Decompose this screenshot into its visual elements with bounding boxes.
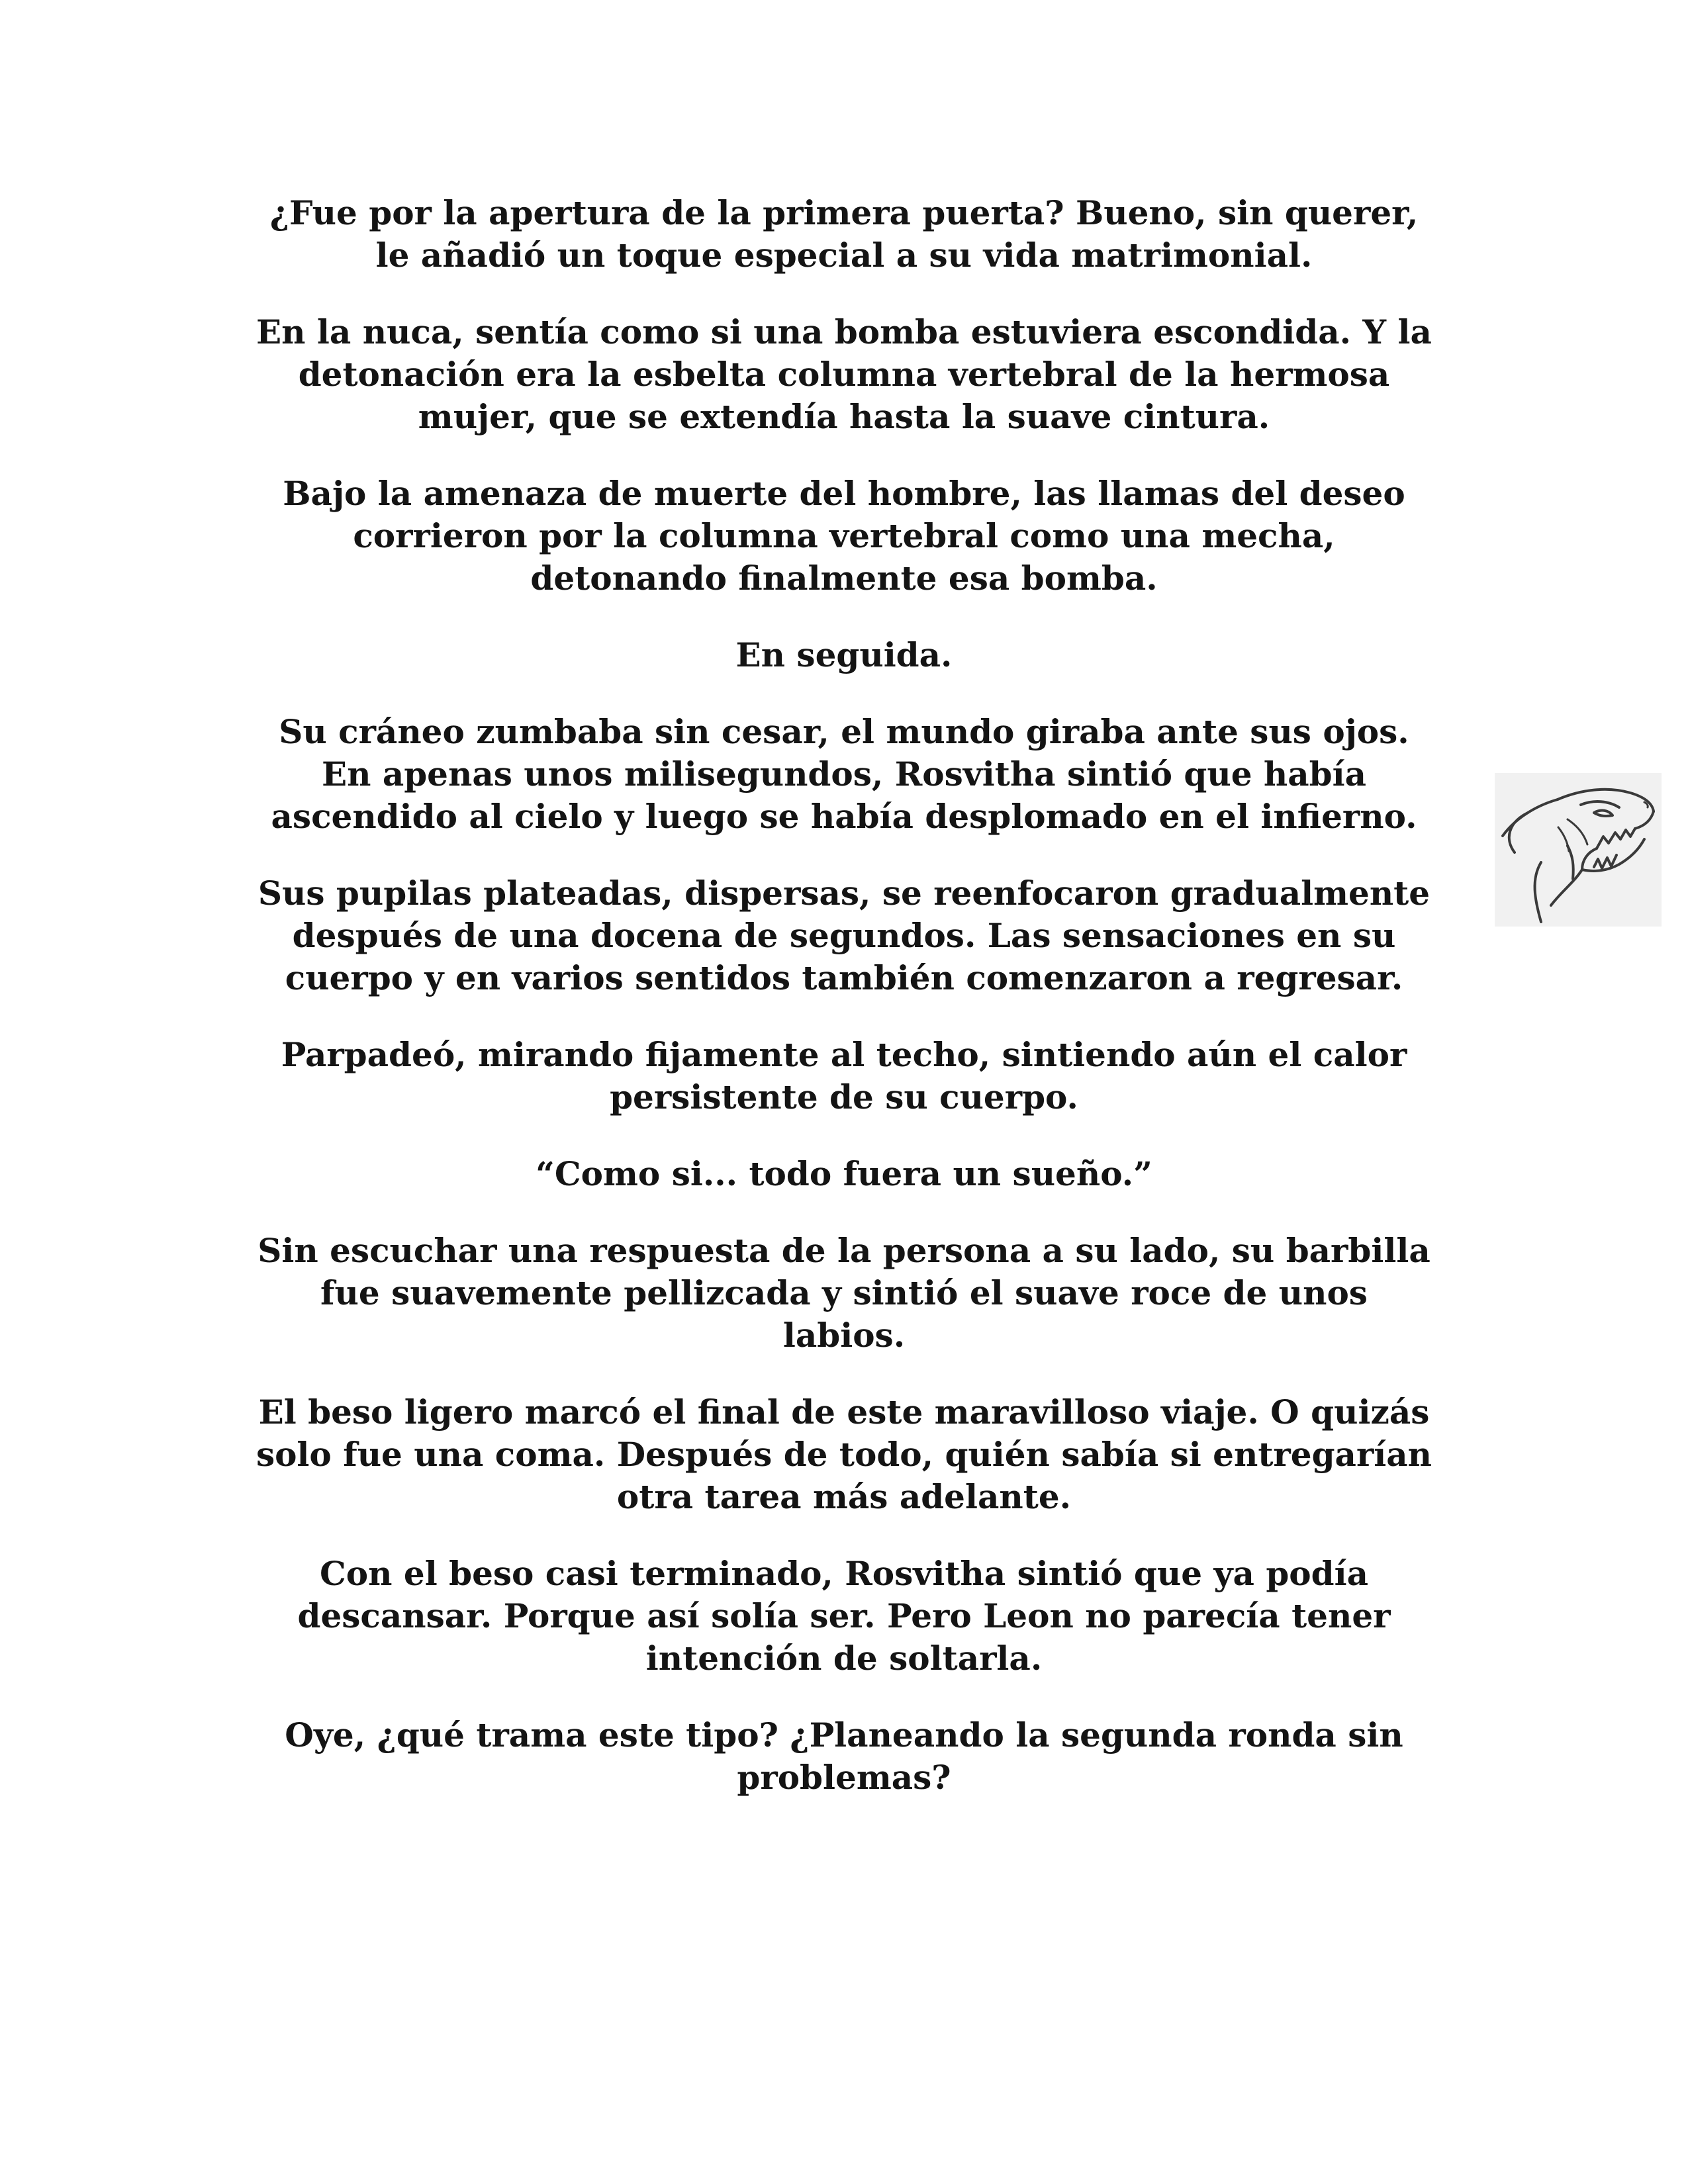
text-line: mujer, que se extendía hasta la suave cintura.	[418, 397, 1270, 436]
dragon-head-icon	[1495, 773, 1662, 927]
text-line: corrieron por la columna vertebral como una mecha,	[353, 516, 1335, 555]
text-line: detonación era la esbelta columna vertebral de la hermosa	[298, 355, 1390, 394]
paragraph	[212, 872, 1476, 999]
paragraph	[212, 1034, 1476, 1118]
text-line: ¿Fue por la apertura de la primera puerta? Bueno, sin querer,	[269, 193, 1419, 232]
paragraph	[212, 1153, 1476, 1195]
text-line: Sin escuchar una respuesta de la persona a su lado, su barbilla	[258, 1231, 1430, 1270]
text-line: Con el beso casi terminado, Rosvitha sintió que ya podía	[320, 1554, 1368, 1593]
text-line: intención de soltarla.	[645, 1639, 1043, 1678]
paragraph	[212, 1714, 1476, 1799]
text-line: Sus pupilas plateadas, dispersas, se reenfocaron gradualmente	[258, 874, 1430, 913]
text-line: labios.	[782, 1316, 906, 1355]
text-line: fue suavemente pellizcada y sintió el suave roce de unos	[320, 1273, 1368, 1312]
text-line: El beso ligero marcó el final de este maravilloso viaje. O quizás	[258, 1392, 1430, 1432]
paragraph	[212, 634, 1476, 676]
paragraph	[212, 1391, 1476, 1518]
text-line: le añadió un toque especial a su vida matrimonial.	[375, 236, 1313, 275]
text-line: En la nuca, sentía como si una bomba estuviera escondida. Y la	[256, 312, 1432, 351]
paragraph	[212, 311, 1476, 438]
text-line: ascendido al cielo y luego se había desplomado en el infierno.	[271, 797, 1417, 836]
text-line: Oye, ¿qué trama este tipo? ¿Planeando la segunda ronda sin	[285, 1715, 1403, 1754]
text-line: detonando finalmente esa bomba.	[530, 559, 1158, 598]
paragraph	[212, 473, 1476, 600]
paragraph	[212, 192, 1476, 277]
text-line: después de una docena de segundos. Las sensaciones en su	[292, 916, 1396, 955]
paragraph	[212, 1553, 1476, 1680]
text-line: cuerpo y en varios sentidos también comenzaron a regresar.	[285, 958, 1403, 997]
text-line: otra tarea más adelante.	[616, 1477, 1072, 1516]
paragraph	[212, 1230, 1476, 1357]
text-line: Bajo la amenaza de muerte del hombre, las llamas del deseo	[283, 474, 1405, 513]
text-line: Parpadeó, mirando fijamente al techo, sintiendo aún el calor	[281, 1035, 1407, 1074]
text-line: En apenas unos milisegundos, Rosvitha sintió que había	[321, 754, 1367, 794]
text-line: solo fue una coma. Después de todo, quién sabía si entregarían	[256, 1435, 1432, 1474]
text-line: Su cráneo zumbaba sin cesar, el mundo giraba ante sus ojos.	[279, 712, 1409, 751]
text-line: descansar. Porque así solía ser. Pero Leon no parecía tener	[297, 1596, 1391, 1635]
text-line: “Como si... todo fuera un sueño.”	[536, 1154, 1152, 1193]
text-line: persistente de su cuerpo.	[610, 1077, 1078, 1116]
text-line: En seguida.	[735, 635, 953, 674]
text-line: problemas?	[737, 1758, 951, 1797]
paragraph	[212, 711, 1476, 838]
page-body	[212, 192, 1476, 1833]
